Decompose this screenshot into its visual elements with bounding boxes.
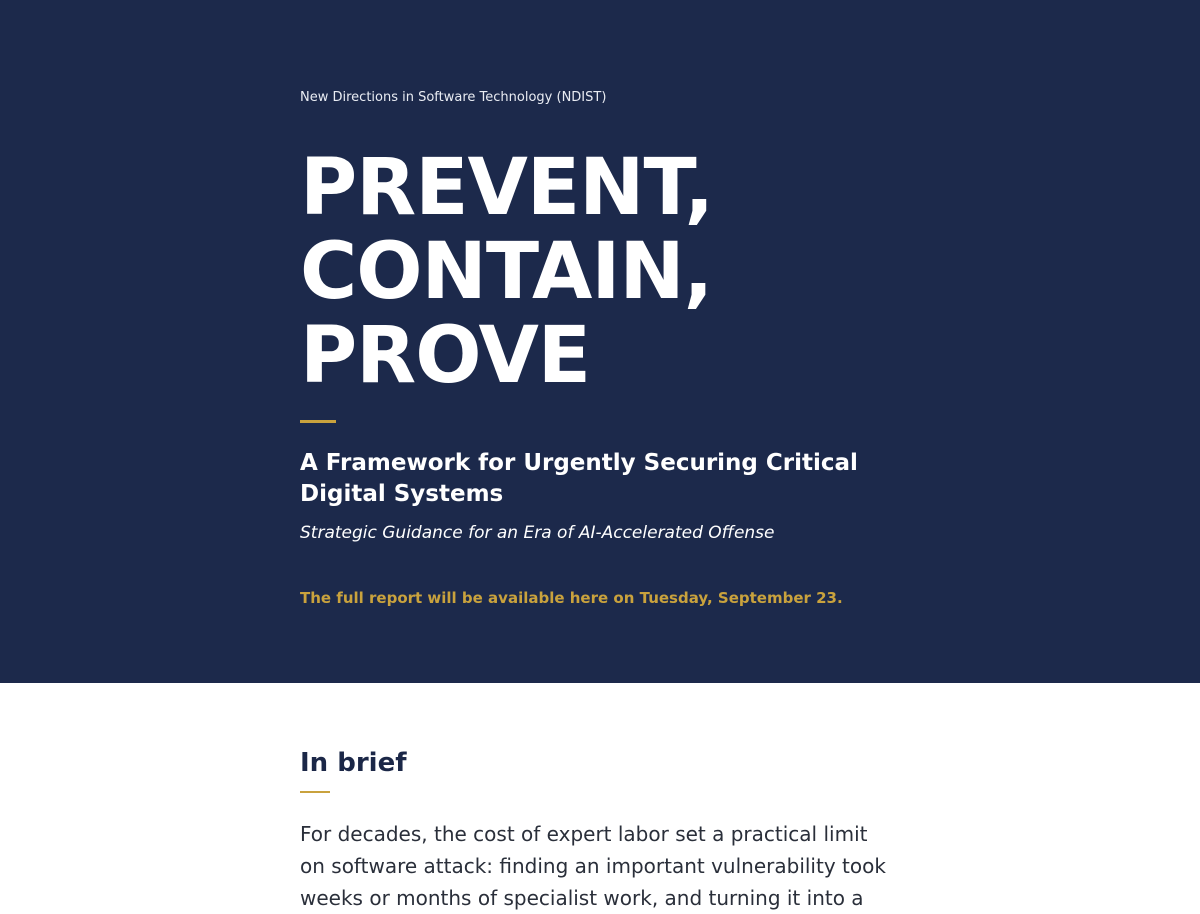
report-title-line: CONTAIN, xyxy=(300,227,713,317)
program-name: New Directions in Software Technology (NDIST) xyxy=(300,90,607,105)
title-divider xyxy=(300,420,336,423)
section-divider xyxy=(300,791,330,793)
brief-paragraph: For decades, the cost of expert labor set a practical limit on software attack: finding an important vulnerability took weeks or months of specialist work, and turning it into a xyxy=(300,822,886,910)
report-title xyxy=(300,143,900,401)
release-announcement: The full report will be available here on Tuesday, September 23. xyxy=(300,589,843,607)
report-title-line: PROVE xyxy=(300,311,591,401)
report-subtitle: A Framework for Urgently Securing Critical Digital Systems xyxy=(300,450,858,507)
report-title-line: PREVENT, xyxy=(300,143,714,233)
report-tagline: Strategic Guidance for an Era of AI-Accelerated Offense xyxy=(300,523,775,543)
section-heading: In brief xyxy=(300,748,407,778)
